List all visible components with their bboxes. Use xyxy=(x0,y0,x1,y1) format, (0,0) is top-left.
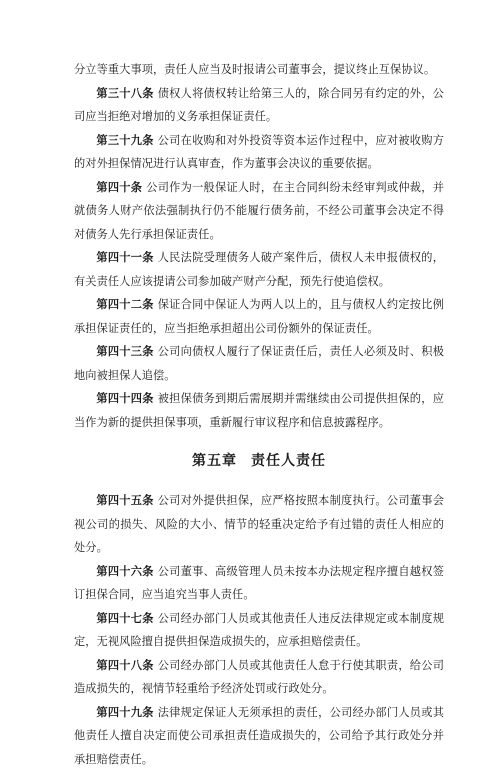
article-paragraph xyxy=(74,701,444,771)
articles-section-b xyxy=(74,489,444,771)
article-number: 第三十九条 xyxy=(96,133,153,147)
article-number: 第四十一条 xyxy=(96,250,153,264)
article-number: 第四十八条 xyxy=(96,658,153,672)
article-text: 债权人将债权转让给第三人的，除合同另有约定的外，公司应当拒绝对增加的义务承担保证责任。 xyxy=(74,87,444,124)
article-text: 公司向债权人履行了保证责任后，责任人必须及时、积极地向被担保人追偿。 xyxy=(74,345,444,382)
article-number: 第四十四条 xyxy=(96,391,153,405)
article-text: 人民法院受理债务人破产案件后，债权人未申报债权的，有关责任人应该提请公司参加破产财产分配，预先行使追偿权。 xyxy=(74,251,444,288)
article-number: 第三十八条 xyxy=(96,86,153,100)
article-paragraph xyxy=(74,340,444,387)
article-paragraph xyxy=(74,607,444,654)
article-paragraph xyxy=(74,489,444,560)
article-paragraph xyxy=(74,387,444,434)
article-number: 第四十六条 xyxy=(96,564,153,578)
article-paragraph xyxy=(74,129,444,176)
article-number: 第四十三条 xyxy=(96,344,153,358)
article-paragraph xyxy=(74,176,444,247)
article-paragraph xyxy=(74,654,444,701)
chapter-heading xyxy=(74,450,444,472)
article-text: 保证合同中保证人为两人以上的，且与债权人约定按比例承担保证责任的，应当拒绝承担超出公司份额外的保证责任。 xyxy=(74,298,444,335)
article-text: 公司经办部门人员或其他责任人怠于行使其职责，给公司造成损失的，视情节轻重给予经济处罚或行政处分。 xyxy=(74,659,444,696)
article-text: 公司作为一般保证人时，在主合同纠纷未经审判或仲裁，并就债务人财产依法强制执行仍不能履行债务前，不经公司董事会决定不得对债务人先行承担保证责任。 xyxy=(74,181,444,241)
article-text: 公司经办部门人员或其他责任人违反法律规定或本制度规定，无视风险擅自提供担保造成损失的，应承担赔偿责任。 xyxy=(74,612,444,649)
article-text: 法律规定保证人无须承担的责任，公司经办部门人员或其他责任人擅自决定而使公司承担责任造成损失的，公司给予其行政处分并承担赔偿责任。 xyxy=(74,706,444,766)
lead-paragraph: 分立等重大事项，责任人应当及时报请公司董事会，提议终止互保协议。 xyxy=(74,58,444,82)
article-text: 公司董事、高级管理人员未按本办法规定程序擅自越权签订担保合同，应当追究当事人责任。 xyxy=(74,565,444,602)
article-number: 第四十二条 xyxy=(96,297,153,311)
article-number: 第四十九条 xyxy=(96,705,153,719)
article-paragraph xyxy=(74,293,444,340)
article-paragraph xyxy=(74,246,444,293)
article-text: 被担保债务到期后需展期并需继续由公司提供担保的，应当作为新的提供担保事项，重新履行审议程序和信息披露程序。 xyxy=(74,392,444,429)
article-text: 公司在收购和对外投资等资本运作过程中，应对被收购方的对外担保情况进行认真审查，作为董事会决议的重要依据。 xyxy=(74,134,444,171)
article-number: 第四十条 xyxy=(96,180,142,194)
article-number: 第四十五条 xyxy=(96,493,153,507)
article-paragraph xyxy=(74,82,444,129)
article-text: 公司对外提供担保，应严格按照本制度执行。公司董事会视公司的损失、风险的大小、情节的轻重决定给予有过错的责任人相应的处分。 xyxy=(74,494,444,554)
chapter-title: 责任人责任 xyxy=(251,453,326,469)
article-paragraph xyxy=(74,560,444,607)
articles-section-a xyxy=(74,82,444,435)
article-number: 第四十七条 xyxy=(96,611,153,625)
chapter-number: 第五章 xyxy=(192,453,237,469)
